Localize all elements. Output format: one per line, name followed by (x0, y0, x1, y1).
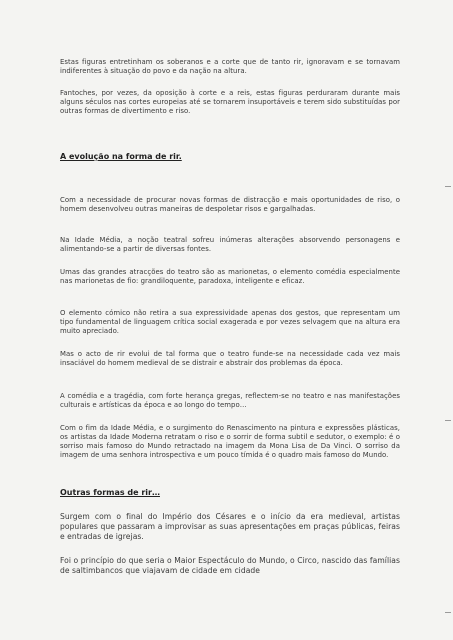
scan-edge-mark (445, 420, 451, 421)
paragraph-other-2: Foi o princípio do que seria o Maior Espectáculo do Mundo, o Circo, nascido das famílias de saltimbancos que viajavam de cidade em cidade (60, 556, 400, 576)
paragraph-evolution-4: O elemento cómico não retira a sua expressividade apenas dos gestos, que representam um tipo fundamental de linguagem crítica social exagerada e por vezes selvagem que na altura era muito apreciado. (60, 309, 400, 336)
paragraph-evolution-3: Umas das grandes atracções do teatro são as marionetas, o elemento comédia especialmente nas marionetas de fio: grandiloquente, paradoxa, inteligente e eficaz. (60, 268, 400, 286)
scan-edge-mark (445, 186, 451, 187)
paragraph-intro-1: Estas figuras entretinham os soberanos e a corte que de tanto rir, ignoravam e se tornavam indiferentes à situação do povo e da nação na altura. (60, 58, 400, 76)
paragraph-intro-2: Fantoches, por vezes, da oposição à corte e a reis, estas figuras perduraram durante mais alguns séculos nas cortes europeias até se tornarem insuportáveis e terem sido substituídas por outras formas de divertimento e riso. (60, 89, 400, 116)
section-heading-evolution: A evolução na forma de rir. (60, 152, 182, 161)
paragraph-evolution-7: Com o fim da Idade Média, e o surgimento do Renascimento na pintura e expressões plásticas, os artistas da Idade Moderna retratam o riso e o sorrir de forma subtil e sedutor, o exemplo: é o sorriso mais famoso do Mundo retractado na imagem da Mona Lisa de Da Vinci. O sorriso da imagem de uma senhora introspectiva e um pouco tímida é o quadro mais famoso do Mundo. (60, 424, 400, 460)
section-heading-other-forms: Outras formas de rir… (60, 488, 160, 497)
paragraph-other-1: Surgem com o final do Império dos Césares e o início da era medieval, artistas populares que passaram a improvisar as suas apresentações em praças públicas, feiras e entradas de igrejas. (60, 512, 400, 542)
paragraph-evolution-5: Mas o acto de rir evolui de tal forma que o teatro funde-se na necessidade cada vez mais insaciável do homem medieval de se distrair e abstrair dos problemas da época. (60, 350, 400, 368)
paragraph-evolution-6: A comédia e a tragédia, com forte herança gregas, reflectem-se no teatro e nas manifestações culturais e artísticas da época e ao longo do tempo… (60, 392, 400, 410)
scan-edge-mark (445, 612, 451, 613)
paragraph-evolution-2: Na Idade Média, a noção teatral sofreu inúmeras alterações absorvendo personagens e alimentando-se a partir de diversas fontes. (60, 236, 400, 254)
paragraph-evolution-1: Com a necessidade de procurar novas formas de distracção e mais oportunidades de riso, o homem desenvolveu outras maneiras de despoletar risos e gargalhadas. (60, 196, 400, 214)
